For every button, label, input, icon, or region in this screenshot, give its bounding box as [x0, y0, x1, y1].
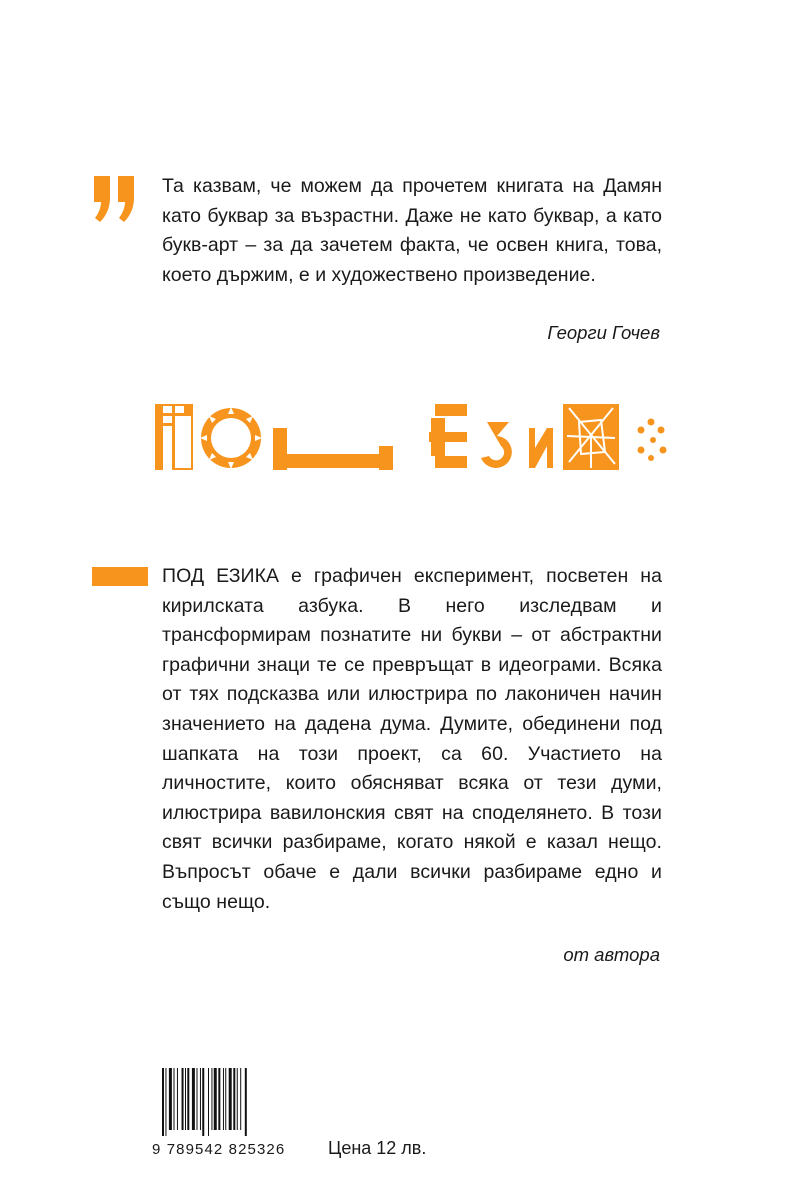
quote-paragraph: Та казвам, че можем да прочетем книгата на Дамян като буквар за възрастни. Даже не като буквар, а като букв-арт – за да зачетем факта, че освен книга, това, което държим, е и художествено произведение.	[162, 175, 662, 286]
barcode-bar	[225, 1068, 226, 1130]
barcode-bar	[174, 1068, 175, 1130]
logo-letter-i	[529, 428, 553, 468]
barcode-bar	[229, 1068, 232, 1130]
description-text	[162, 562, 662, 917]
barcode-bar	[223, 1068, 224, 1130]
barcode-bar	[197, 1068, 198, 1130]
barcode-bar	[202, 1068, 204, 1136]
barcode-bar	[169, 1068, 172, 1130]
quote-author: Георги Гочев	[547, 322, 660, 343]
barcode-bar	[162, 1068, 164, 1136]
barcode-bar	[200, 1068, 201, 1130]
barcode-bar	[192, 1068, 195, 1130]
accent-bar	[92, 567, 148, 586]
logo-letter-p	[155, 404, 193, 470]
logo-letter-z	[481, 422, 512, 468]
quote-mark-icon	[92, 168, 138, 228]
book-title-logo	[155, 398, 675, 478]
logo-letter-e	[429, 404, 467, 468]
barcode-bar	[208, 1068, 209, 1136]
barcode-bar	[211, 1068, 212, 1130]
logo-letter-d	[273, 428, 393, 470]
barcode-bar	[182, 1068, 184, 1130]
barcode-digits: 9 789542 825326	[152, 1141, 286, 1158]
description-author: от автора	[563, 944, 660, 965]
barcode-bar	[233, 1068, 235, 1130]
barcode-bar	[245, 1068, 247, 1136]
barcode-bar	[240, 1068, 241, 1130]
barcode-bar	[218, 1068, 220, 1130]
barcode-bar	[187, 1068, 189, 1130]
barcode-icon	[160, 1068, 316, 1136]
barcode-bar	[237, 1068, 238, 1130]
logo-letter-k	[563, 404, 619, 470]
description-paragraph: ПОД ЕЗИКА е графичен експеримент, посветен на кирилската азбука. В него изследвам и трансформирам познатите ни букви – от абстрактни графични знаци те се превръщат в идеограми. Всяка от тях подсказва или илюстрира по лаконичен начин значението на дадена дума. Думите, обединени под шапката на този проект, са 60. Участието на личностите, които обясняват всяка от тези думи, илюстрира вавилонския свят на споделянето. В този свят всички разбираме, когато някой е казал нещо. Въпросът обаче е дали всички разбираме едно и също нещо.	[162, 565, 662, 913]
price-label: Цена 12 лв.	[328, 1138, 427, 1158]
barcode-bar	[214, 1068, 217, 1130]
logo-letter-a	[638, 419, 667, 462]
barcode-bar	[177, 1068, 178, 1130]
logo-letter-o	[200, 407, 262, 469]
barcode-bar	[165, 1068, 166, 1136]
barcode-bar	[185, 1068, 186, 1130]
quote-text	[162, 172, 662, 290]
